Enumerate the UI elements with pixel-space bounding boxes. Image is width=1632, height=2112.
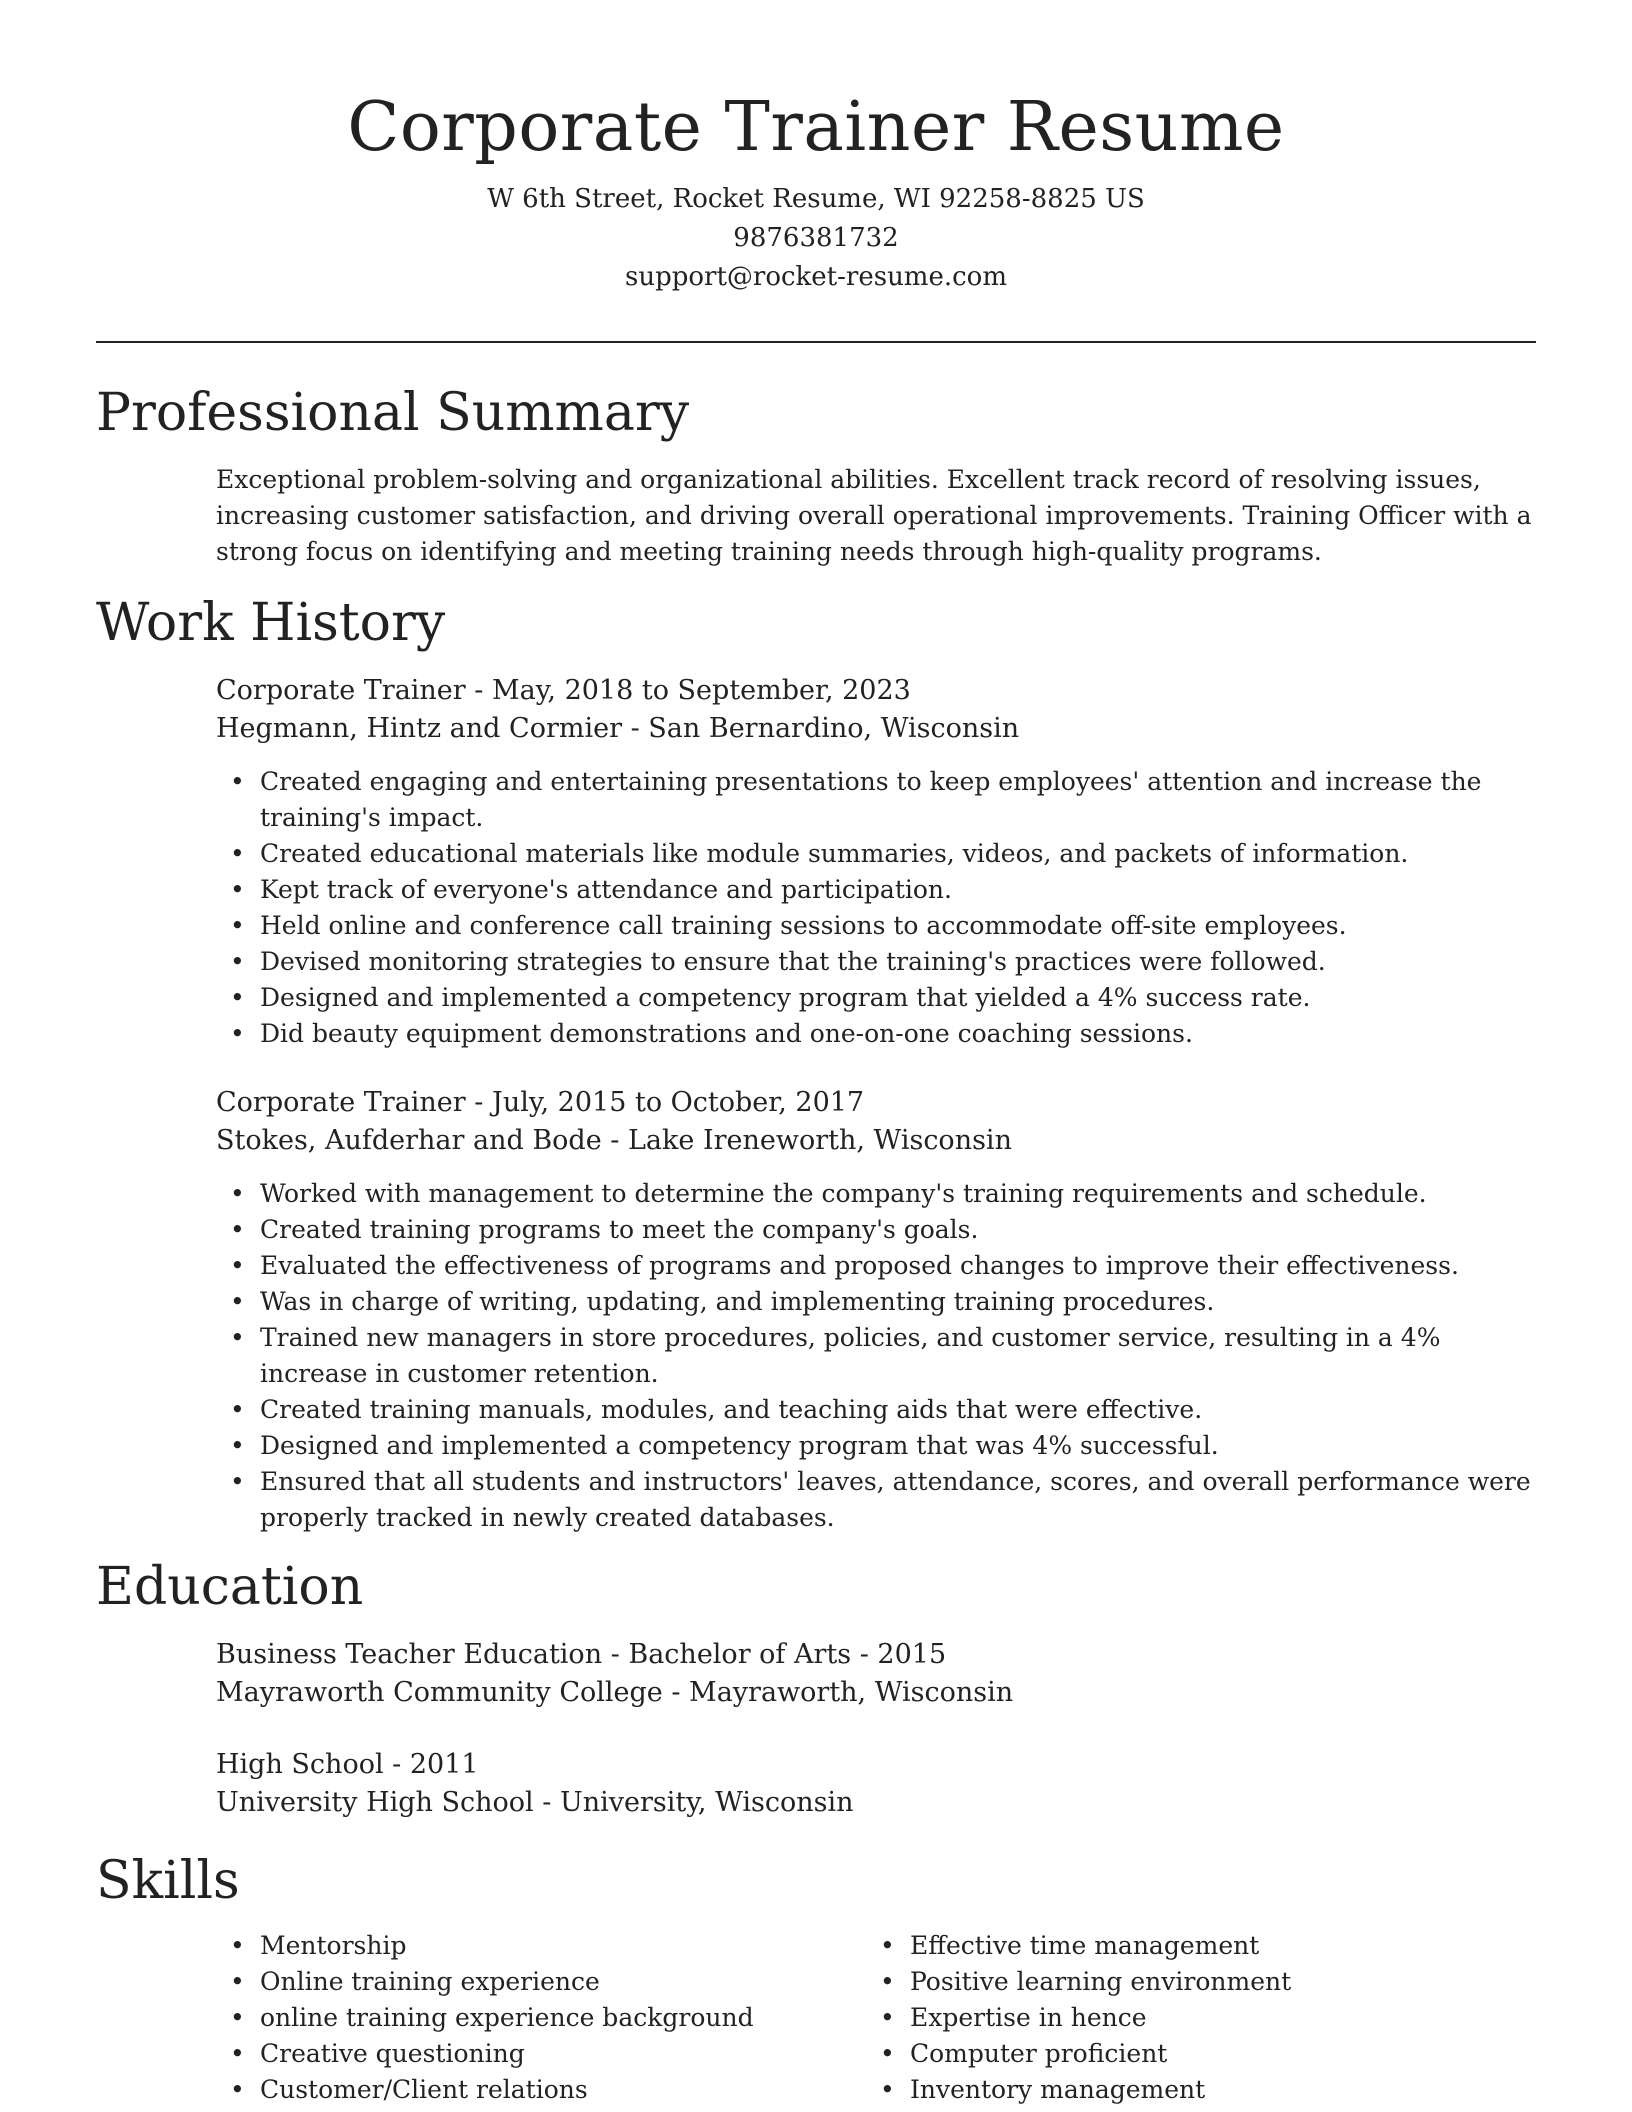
school-line: Mayraworth Community College - Mayraworth, Wisconsin — [216, 1677, 1014, 1708]
job-bullets — [216, 764, 1536, 1052]
job-bullets — [216, 1176, 1536, 1536]
contact-block — [0, 180, 1632, 297]
education-entry — [216, 1636, 1536, 1712]
list-item: • Was in charge of writing, updating, and implementing training procedures. — [216, 1284, 1536, 1320]
skill-item: • Positive learning environment — [866, 1964, 1516, 2000]
job-company-line: Stokes, Aufderhar and Bode - Lake Ireneworth, Wisconsin — [216, 1125, 1012, 1156]
skill-item: • Computer proficient — [866, 2036, 1516, 2072]
job-dates: May, 2018 to September, 2023 — [492, 675, 911, 706]
school-name: University High School — [216, 1787, 534, 1818]
phone: 9876381732 — [733, 223, 899, 253]
summary-section — [96, 378, 1536, 570]
list-item: • Ensured that all students and instructors' leaves, attendance, scores, and overall performance were properly tracked in newly created databases. — [216, 1464, 1536, 1536]
job-title: Corporate Trainer — [216, 1087, 466, 1118]
skills-columns — [216, 1928, 1536, 2108]
skill-item: • Mentorship — [216, 1928, 866, 1964]
job-entry — [216, 672, 1536, 1052]
summary-text: Exceptional problem-solving and organizational abilities. Excellent track record of resolving issues, increasing customer satisfaction, and driving overall operational improvements. Training Officer with a strong focus on identifying and meeting training needs through high-quality programs. — [216, 465, 1532, 566]
list-item: • Created training manuals, modules, and teaching aids that were effective. — [216, 1392, 1536, 1428]
education-entry — [216, 1746, 1536, 1822]
list-item: • Designed and implemented a competency program that yielded a 4% success rate. — [216, 980, 1536, 1016]
job-title: Corporate Trainer — [216, 675, 466, 706]
skill-item: • Creative questioning — [216, 2036, 866, 2072]
skill-item: • Effective time management — [866, 1928, 1516, 1964]
email: support@rocket-resume.com — [624, 262, 1007, 292]
list-item: • Created engaging and entertaining presentations to keep employees' attention and increase the training's impact. — [216, 764, 1536, 836]
list-item: • Did beauty equipment demonstrations and one-on-one coaching sessions. — [216, 1016, 1536, 1052]
school-location: Mayraworth, Wisconsin — [689, 1677, 1014, 1708]
job-location: Lake Ireneworth, Wisconsin — [628, 1125, 1012, 1156]
resume-body — [96, 378, 1536, 2108]
skills-heading: Skills — [96, 1851, 240, 1911]
skills-section — [96, 1846, 1536, 2108]
list-item: • Created training programs to meet the company's goals. — [216, 1212, 1536, 1248]
job-dates: July, 2015 to October, 2017 — [492, 1087, 865, 1118]
list-item: • Held online and conference call training sessions to accommodate off-site employees. — [216, 908, 1536, 944]
resume-header — [0, 84, 1632, 297]
school-name: Mayraworth Community College — [216, 1677, 663, 1708]
list-item: • Created educational materials like module summaries, videos, and packets of information. — [216, 836, 1536, 872]
skill-item: • Inventory management — [866, 2072, 1516, 2108]
list-item: • Devised monitoring strategies to ensure that the training's practices were followed. — [216, 944, 1536, 980]
job-title-line: Corporate Trainer - July, 2015 to October, 2017 — [216, 1087, 865, 1118]
list-item: • Trained new managers in store procedures, policies, and customer service, resulting in a 4% increase in customer retention. — [216, 1320, 1536, 1392]
resume-title: Corporate Trainer Resume — [347, 88, 1285, 167]
skills-list-left — [216, 1928, 866, 2108]
degree-line: High School - 2011 — [216, 1749, 479, 1780]
list-item: • Designed and implemented a competency program that was 4% successful. — [216, 1428, 1536, 1464]
skills-list-right — [866, 1928, 1516, 2108]
skill-item: • Customer/Client relations — [216, 2072, 866, 2108]
job-entry — [216, 1084, 1536, 1536]
job-location: San Bernardino, Wisconsin — [648, 713, 1020, 744]
list-item: • Evaluated the effectiveness of programs and proposed changes to improve their effectiveness. — [216, 1248, 1536, 1284]
list-item: • Kept track of everyone's attendance and participation. — [216, 872, 1536, 908]
job-company: Stokes, Aufderhar and Bode — [216, 1125, 602, 1156]
degree-line: Business Teacher Education - Bachelor of Arts - 2015 — [216, 1639, 947, 1670]
job-company: Hegmann, Hintz and Cormier — [216, 713, 622, 744]
skill-item: • online training experience background — [216, 2000, 866, 2036]
job-title-line: Corporate Trainer - May, 2018 to September, 2023 — [216, 675, 911, 706]
education-section — [96, 1552, 1536, 1822]
header-divider — [96, 341, 1536, 343]
work-history-section — [96, 588, 1536, 1536]
job-company-line: Hegmann, Hintz and Cormier - San Bernardino, Wisconsin — [216, 713, 1020, 744]
school-location: University, Wisconsin — [559, 1787, 854, 1818]
summary-heading: Professional Summary — [96, 383, 690, 443]
skill-item: • Expertise in hence — [866, 2000, 1516, 2036]
work-history-heading: Work History — [96, 593, 446, 653]
address: W 6th Street, Rocket Resume, WI 92258-8825 US — [487, 184, 1145, 214]
list-item: • Worked with management to determine the company's training requirements and schedule. — [216, 1176, 1536, 1212]
education-heading: Education — [96, 1557, 364, 1617]
skill-item: • Online training experience — [216, 1964, 866, 2000]
school-line: University High School - University, Wisconsin — [216, 1787, 854, 1818]
